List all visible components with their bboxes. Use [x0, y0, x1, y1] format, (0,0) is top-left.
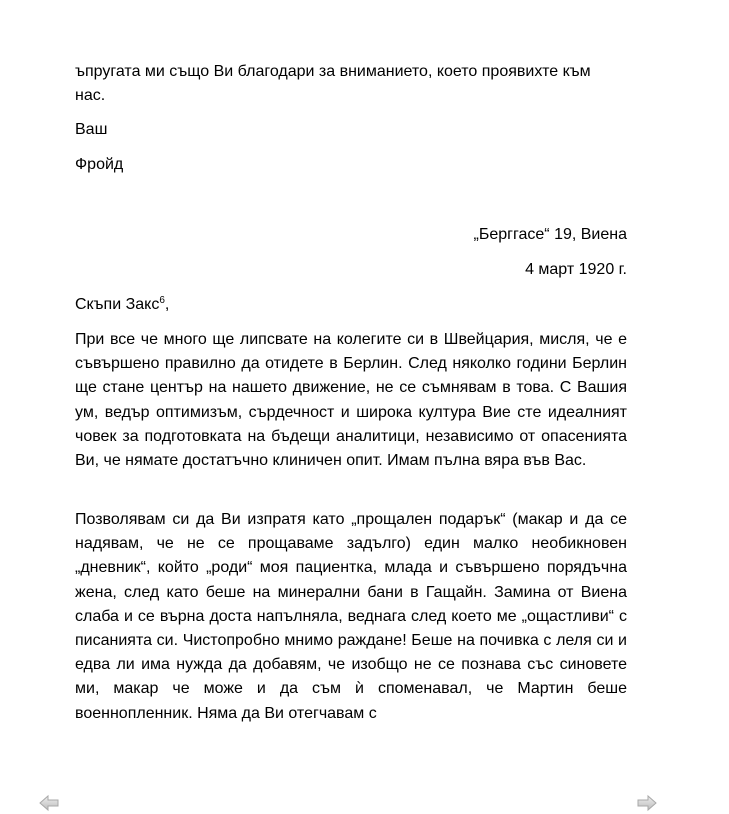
letter-date: 4 март 1920 г. — [525, 261, 627, 278]
footnote-marker: 6 — [159, 295, 165, 306]
arrow-left-icon — [38, 794, 60, 812]
closing: Ваш — [75, 121, 108, 138]
intro-line-1: ъпругата ми също Ви благодари за вниманието, което проявихте към — [75, 63, 591, 80]
next-page-button[interactable] — [636, 794, 658, 812]
signature: Фройд — [75, 156, 124, 173]
salutation-text: Скъпи Закс — [75, 296, 160, 313]
letter-address: „Берггасе“ 19, Виена — [473, 226, 627, 243]
letter-salutation — [75, 293, 627, 317]
salutation-comma: , — [164, 296, 170, 313]
letter-paragraph-1: При все че много ще липсвате на колегите си в Швейцария, мисля, че е съвършено правилно да отидете в Берлин. След няколко години Берлин ще стане център на нашето движение, не се съмнявам в това. С Вашия ум, ведър оптимизъм, сърдечност и широка култура Вие сте идеалният човек за подготовката на бъдещи аналитици, независимо от опасенията Ви, че нямате достатъчно клиничен опит. Имам пълна вяра във Вас. — [75, 331, 627, 470]
letter-paragraph-2: Позволявам си да Ви изпратя като „прощален подарък“ (макар и да се надявам, че не се прощаваме задълго) един малко необикновен „дневник“, който „роди“ моя пациентка, млада и съвършено порядъчна жена, след като беше на минерални бани в Гащайн. Замина от Виена слаба и се върна доста напълняла, веднага след което ме „ощастливи“ с писанията си. Чистопробно мнимо раждане! Беше на почивка с леля си и едва ли има нужда да добавям, че изобщо не се познава със синовете ми, макар че може и да съм ѝ споменавал, че Мартин беше военнопленник. Няма да Ви отегчавам с — [75, 511, 627, 722]
intro-line-2: нас. — [75, 87, 106, 104]
previous-page-button[interactable] — [38, 794, 60, 812]
arrow-right-icon — [636, 794, 658, 812]
